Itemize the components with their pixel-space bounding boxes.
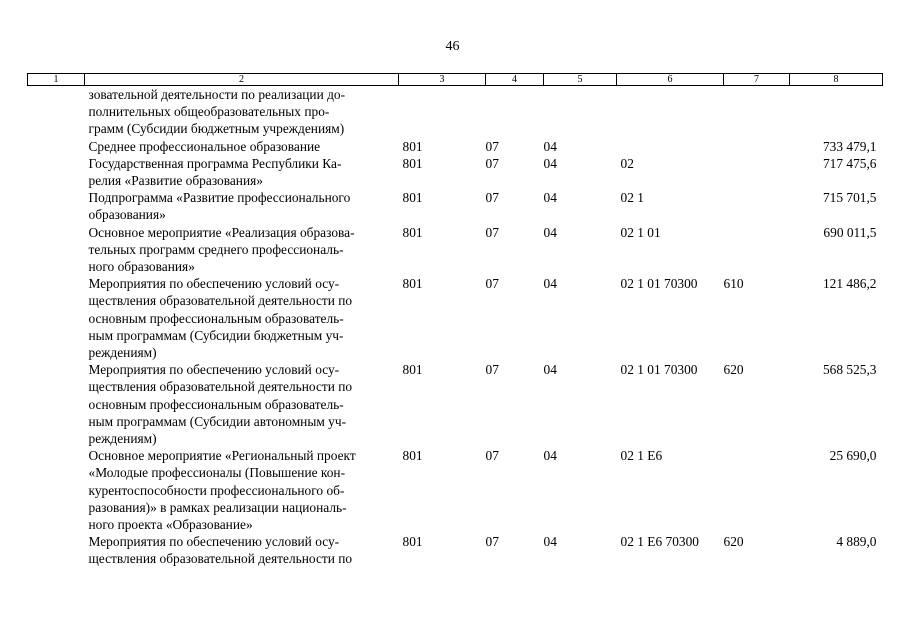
ministry-code-cell: 801 <box>402 448 423 464</box>
column-header-8: 8 <box>790 74 883 86</box>
column-header-6: 6 <box>617 74 724 86</box>
item-name-line: разования)» в рамках реализации националь- <box>88 499 347 515</box>
item-name-line: релия «Развитие образования» <box>88 173 263 189</box>
column-header-7: 7 <box>724 74 790 86</box>
item-name-line: реждениям) <box>88 431 157 447</box>
item-name-cell <box>85 138 399 155</box>
expense-type-cell <box>724 86 790 138</box>
subsection-code-cell: 04 <box>543 190 557 206</box>
section-code-cell: 07 <box>485 224 499 240</box>
ministry-code-cell: 801 <box>402 534 423 550</box>
amount-cell: 568 525,3 <box>822 362 877 378</box>
table-row <box>28 155 883 189</box>
expense-type-cell <box>724 189 790 223</box>
ministry-code-cell: 801 <box>402 138 423 154</box>
section-code-cell: 07 <box>485 362 499 378</box>
section-code-cell <box>486 86 544 138</box>
table-row <box>28 533 883 567</box>
item-name-line: образования» <box>88 207 166 223</box>
item-name-line: Мероприятия по обеспечению условий осу- <box>88 534 340 550</box>
row-index-cell <box>28 155 85 189</box>
row-index-cell <box>28 86 85 138</box>
row-index-cell <box>28 275 85 361</box>
amount-cell: 690 011,5 <box>823 224 877 240</box>
amount-cell: 4 889,0 <box>836 534 877 550</box>
target-article-cell: 02 1 E6 70300 <box>620 534 699 550</box>
subsection-code-cell: 04 <box>543 138 557 154</box>
item-name-cell <box>85 189 399 223</box>
amount-cell: 733 479,1 <box>822 138 877 154</box>
table-row <box>28 224 883 276</box>
table-row <box>28 189 883 223</box>
column-header-5: 5 <box>544 74 617 86</box>
item-name-cell <box>85 533 399 567</box>
item-name-line: ного проекта «Образование» <box>88 517 253 533</box>
expense-type-cell <box>724 447 790 533</box>
target-article-cell: 02 <box>620 155 634 171</box>
target-article-cell: 02 1 01 <box>620 224 661 240</box>
section-code-cell: 07 <box>485 190 499 206</box>
item-name-line: Мероприятия по обеспечению условий осу- <box>88 276 340 292</box>
row-index-cell <box>28 189 85 223</box>
ministry-code-cell: 801 <box>402 155 423 171</box>
section-code-cell: 07 <box>485 138 499 154</box>
subsection-code-cell: 04 <box>543 362 557 378</box>
expense-type-cell <box>724 138 790 155</box>
amount-cell: 717 475,6 <box>822 155 877 171</box>
item-name-cell <box>85 447 399 533</box>
item-name-line: тельных программ среднего профессиональ- <box>88 241 344 257</box>
item-name-line: ществления образовательной деятельности по <box>88 293 353 309</box>
column-header-3: 3 <box>399 74 486 86</box>
item-name-line: основным профессиональным образователь- <box>88 310 344 326</box>
expense-type-cell <box>724 224 790 276</box>
item-name-line: Подпрограмма «Развитие профессионального <box>88 190 351 206</box>
item-name-cell <box>85 361 399 447</box>
ministry-code-cell: 801 <box>402 362 423 378</box>
item-name-line: зовательной деятельности по реализации до- <box>88 87 346 102</box>
item-name-line: Среднее профессиональное образование <box>88 138 321 154</box>
subsection-code-cell: 04 <box>543 448 557 464</box>
row-index-cell <box>28 361 85 447</box>
column-number-header-row <box>28 74 883 86</box>
table-row <box>28 138 883 155</box>
budget-table <box>27 73 883 568</box>
table-row <box>28 447 883 533</box>
item-name-line: курентоспособности профессионального об- <box>88 482 345 498</box>
item-name-line: ного образования» <box>88 259 195 275</box>
subsection-code-cell: 04 <box>543 224 557 240</box>
item-name-line: ным программам (Субсидии автономным уч- <box>88 413 347 429</box>
item-name-cell <box>85 224 399 276</box>
ministry-code-cell <box>399 86 486 138</box>
column-header-4: 4 <box>486 74 544 86</box>
ministry-code-cell: 801 <box>402 190 423 206</box>
target-article-cell: 02 1 E6 <box>620 448 663 464</box>
expense-type-cell: 620 <box>723 362 744 378</box>
column-header-2: 2 <box>85 74 399 86</box>
ministry-code-cell: 801 <box>402 276 423 292</box>
target-article-cell: 02 1 <box>620 190 644 206</box>
target-article-cell: 02 1 01 70300 <box>620 276 698 292</box>
subsection-code-cell: 04 <box>543 276 557 292</box>
target-article-cell: 02 1 01 70300 <box>620 362 698 378</box>
subsection-code-cell: 04 <box>543 534 557 550</box>
amount-cell <box>790 86 883 138</box>
item-name-cell <box>85 86 399 138</box>
page-number: 46 <box>445 39 460 54</box>
item-name-line: Мероприятия по обеспечению условий осу- <box>88 362 340 378</box>
row-index-cell <box>28 447 85 533</box>
amount-cell: 25 690,0 <box>829 448 877 464</box>
item-name-line: Государственная программа Республики Ка- <box>88 155 342 171</box>
amount-cell: 121 486,2 <box>822 276 877 292</box>
section-code-cell: 07 <box>485 155 499 171</box>
expense-type-cell: 620 <box>723 534 744 550</box>
table-row <box>28 275 883 361</box>
table-row <box>28 86 883 138</box>
item-name-line: ным программам (Субсидии бюджетным уч- <box>88 327 344 343</box>
item-name-line: реждениям) <box>88 345 157 361</box>
item-name-line: основным профессиональным образователь- <box>88 396 344 412</box>
subsection-code-cell <box>544 86 617 138</box>
item-name-line: полнительных общеобразовательных про- <box>88 104 330 120</box>
column-header-1: 1 <box>28 74 85 86</box>
item-name-line: ществления образовательной деятельности по <box>88 379 353 395</box>
amount-cell: 715 701,5 <box>822 190 877 206</box>
item-name-cell <box>85 275 399 361</box>
item-name-cell <box>85 155 399 189</box>
item-name-line: ществления образовательной деятельности по <box>88 551 353 567</box>
row-index-cell <box>28 138 85 155</box>
subsection-code-cell: 04 <box>543 155 557 171</box>
ministry-code-cell: 801 <box>402 224 423 240</box>
expense-type-cell: 610 <box>723 276 744 292</box>
target-article-cell <box>617 138 724 155</box>
row-index-cell <box>28 224 85 276</box>
section-code-cell: 07 <box>485 534 499 550</box>
section-code-cell: 07 <box>485 448 499 464</box>
table-row <box>28 361 883 447</box>
target-article-cell <box>617 86 724 138</box>
item-name-line: Основное мероприятие «Реализация образова- <box>88 224 355 240</box>
row-index-cell <box>28 533 85 567</box>
item-name-line: Основное мероприятие «Региональный проект <box>88 448 356 464</box>
item-name-line: грамм (Субсидии бюджетным учреждениям) <box>88 121 345 137</box>
expense-type-cell <box>724 155 790 189</box>
item-name-line: «Молодые профессионалы (Повышение кон- <box>88 465 346 481</box>
section-code-cell: 07 <box>485 276 499 292</box>
